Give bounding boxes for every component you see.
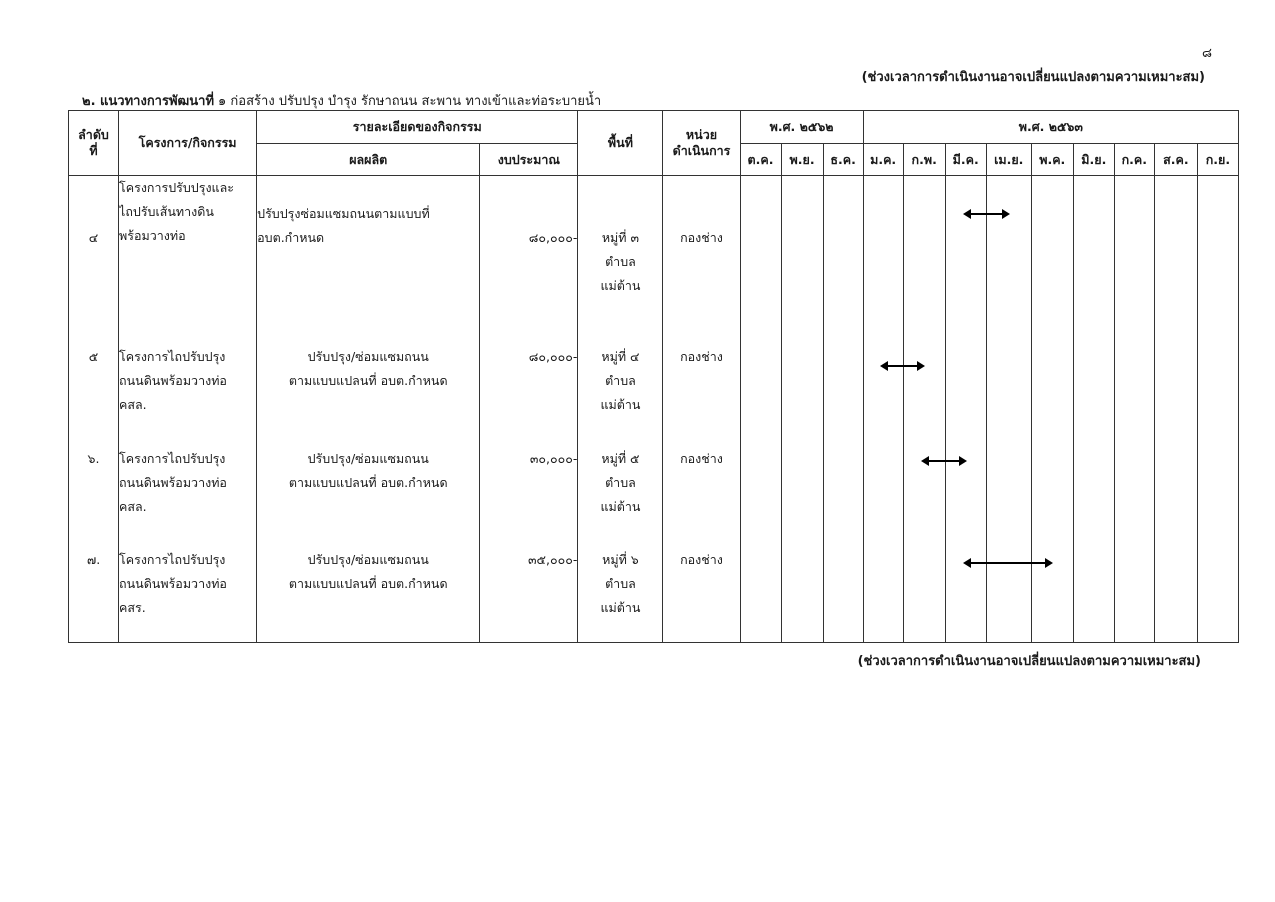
month-mar: มี.ค. [945,144,986,176]
row-area-line: แม่ต้าน [600,278,641,293]
row-budget-cell [480,447,578,548]
row-no-cell [69,548,119,643]
row-output-line: ปรับปรุง/ซ่อมแซมถนน [307,348,429,364]
header-output: ผลผลิต [257,144,480,176]
row-no: ๕ [88,348,99,364]
timeline-arrow-row-6 [923,460,965,462]
row-budget-cell [480,345,578,447]
row-area-cell [578,176,663,345]
row-area-line: ตำบล [605,575,636,591]
row-project-line: ถนนดินพร้อมวางท่อ [119,372,227,388]
month-jun: มิ.ย. [1073,144,1114,176]
header-no [69,111,119,176]
row-output-cell [257,548,480,643]
row-project-line: คสล. [119,396,147,412]
header-area: พื้นที่ [578,111,663,176]
schedule-note-top: (ช่วงเวลาการดำเนินงานอาจเปลี่ยนแปลงตามความเหมาะสม) [861,70,1205,85]
month-jan: ม.ค. [863,144,903,176]
month-oct: ต.ค. [740,144,781,176]
row-project-cell [119,548,257,643]
row-output-cell [257,176,480,345]
row-project-cell [119,447,257,548]
header-project: โครงการ/กิจกรรม [119,111,257,176]
row-project-line: โครงการไถปรับปรุง [119,450,226,466]
development-plan-table [68,110,1239,643]
month-dec: ธ.ค. [823,144,863,176]
table-row [69,548,1239,643]
month-aug: ส.ค. [1154,144,1197,176]
row-no: ๗. [86,551,101,567]
row-area-line: ตำบล [605,372,636,388]
header-no-line2: ที่ [89,143,98,158]
row-no-cell [69,345,119,447]
row-unit: กองช่าง [680,551,723,567]
row-project-cell [119,176,257,345]
row-area-cell [578,447,663,548]
row-output-cell [257,447,480,548]
header-details: รายละเอียดของกิจกรรม [257,111,578,144]
row-budget: ๘๐,๐๐๐- [528,230,578,245]
row-area-line: แม่ต้าน [600,498,641,514]
section-heading [82,90,601,111]
row-output-line: ปรับปรุง/ซ่อมแซมถนน [307,450,429,466]
row-unit: กองช่าง [680,230,723,245]
row-budget-cell [480,548,578,643]
row-area-cell [578,548,663,643]
header-no-line1: ลำดับ [78,127,109,142]
section-text: ๑ ก่อสร้าง ปรับปรุง บำรุง รักษาถนน สะพาน ทางเข้าและท่อระบายน้ำ [218,94,602,109]
month-may: พ.ค. [1031,144,1073,176]
row-project-line: โครงการปรับปรุงและ [119,180,234,195]
row-unit-cell [663,548,740,643]
row-unit: กองช่าง [680,450,723,466]
section-label: ๒. แนวทางการพัฒนาที่ [82,94,215,109]
row-output-cell [257,345,480,447]
row-no-cell [69,176,119,345]
schedule-note-bottom: (ช่วงเวลาการดำเนินงานอาจเปลี่ยนแปลงตามความเหมาะสม) [857,654,1201,669]
row-project-line: คสล. [119,498,147,514]
row-project-line: ไถปรับเส้นทางดิน [119,204,214,219]
month-feb: ก.พ. [903,144,945,176]
table-row [69,345,1239,447]
row-budget-cell [480,176,578,345]
row-project-line: ถนนดินพร้อมวางท่อ [119,575,227,591]
header-unit-line2: ดำเนินการ [672,143,731,158]
timeline-arrow-row-5 [882,365,923,367]
month-jul: ก.ค. [1114,144,1154,176]
timeline-arrow-row-4 [965,213,1008,215]
row-area-line: ตำบล [605,254,636,269]
row-area-cell [578,345,663,447]
row-area-line: หมู่ที่ ๖ [602,551,639,567]
row-output-line: ตามแบบแปลนที่ อบต.กำหนด [288,575,448,591]
row-output-line: ตามแบบแปลนที่ อบต.กำหนด [288,372,448,388]
row-project-line: พร้อมวางท่อ [119,228,186,243]
row-no-cell [69,447,119,548]
page-number: ๘ [1201,46,1212,61]
table-row [69,176,1239,345]
row-area-line: หมู่ที่ ๓ [601,230,640,245]
timeline-arrow-row-7 [965,562,1052,564]
row-unit-cell [663,345,740,447]
row-no: ๖. [87,450,100,466]
header-budget: งบประมาณ [480,144,578,176]
header-year-2563: พ.ศ. ๒๕๖๓ [863,111,1238,144]
row-output-line: ตามแบบแปลนที่ อบต.กำหนด [288,474,448,490]
row-area-line: หมู่ที่ ๔ [601,348,640,364]
header-year-2562: พ.ศ. ๒๕๖๒ [740,111,863,144]
row-budget: ๓๐,๐๐๐- [529,450,578,466]
row-project-line: คสร. [119,599,146,615]
row-budget: ๓๕,๐๐๐- [528,551,578,567]
row-unit-cell [663,447,740,548]
row-area-line: หมู่ที่ ๕ [601,450,640,466]
row-project-cell [119,345,257,447]
header-unit-line1: หน่วย [685,127,718,142]
row-area-line: ตำบล [605,474,636,490]
row-unit: กองช่าง [680,348,723,364]
row-no: ๔ [88,230,99,245]
row-output-line: ปรับปรุงซ่อมแซมถนนตามแบบที่ [257,206,430,221]
row-area-line: แม่ต้าน [600,396,641,412]
row-budget: ๘๐,๐๐๐- [528,348,578,364]
month-apr: เม.ย. [986,144,1031,176]
row-area-line: แม่ต้าน [600,599,641,615]
row-output-line: อบต.กำหนด [257,230,325,245]
row-project-line: ถนนดินพร้อมวางท่อ [119,474,227,490]
row-project-line: โครงการไถปรับปรุง [119,551,226,567]
month-nov: พ.ย. [781,144,823,176]
row-project-line: โครงการไถปรับปรุง [119,348,226,364]
header-unit [663,111,740,176]
table-row [69,447,1239,548]
month-sep: ก.ย. [1197,144,1238,176]
row-output-line: ปรับปรุง/ซ่อมแซมถนน [307,551,429,567]
row-unit-cell [663,176,740,345]
